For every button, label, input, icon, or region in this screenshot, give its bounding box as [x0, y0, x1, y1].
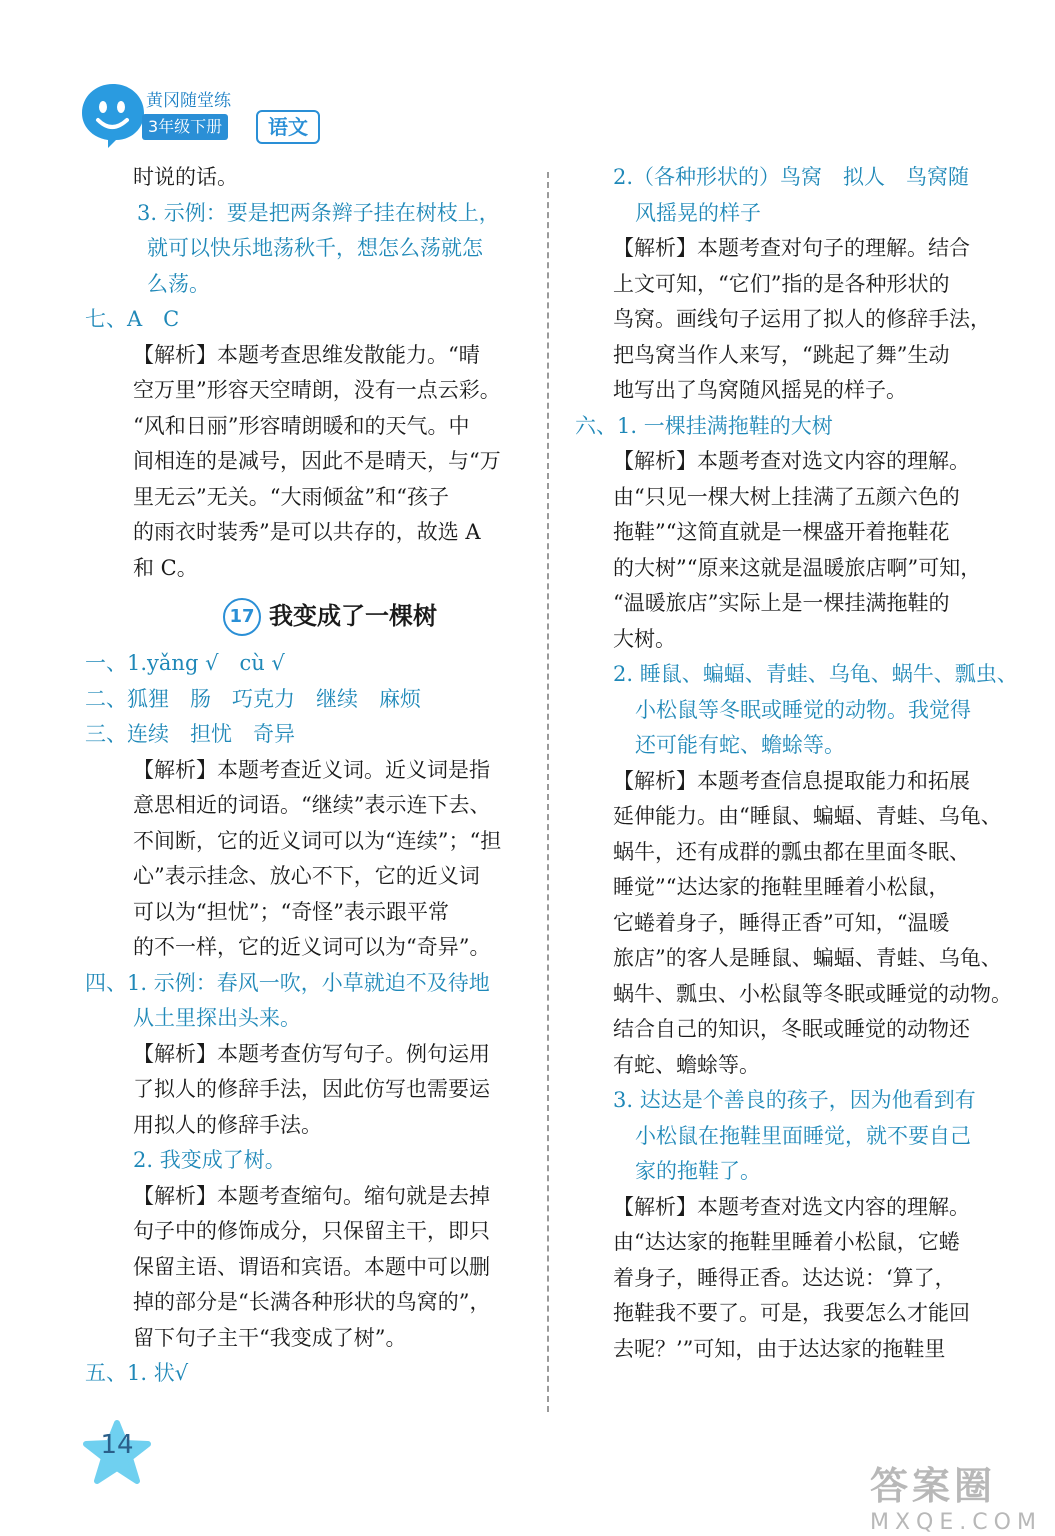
text-line: 蜗牛，还有成群的瓢虫都在里面冬眠、: [613, 839, 970, 864]
text-line: 家的拖鞋了。: [635, 1159, 761, 1183]
text-line: 【解析】本题考查仿写句子。例句运用: [133, 1041, 490, 1066]
text-line: 由“只见一棵大树上挂满了五颜六色的: [613, 484, 960, 509]
text-line: 【解析】本题考查对选文内容的理解。: [613, 1194, 970, 1219]
text-line: 睡觉”“达达家的拖鞋里睡着小松鼠，: [613, 875, 950, 899]
text-line: “风和日丽”形容晴朗暖和的天气。中: [133, 413, 470, 438]
text-line: 延伸能力。由“睡鼠、蝙蝠、青蛙、乌龟、: [613, 804, 1002, 828]
lesson-title-text: 我变成了一棵树: [269, 602, 437, 630]
brand-name: 黄冈随堂练: [146, 91, 231, 111]
text-line: “温暖旅店”实际上是一棵挂满拖鞋的: [613, 591, 950, 615]
right-answers: [575, 160, 1018, 1367]
text-line: 3. 达达是个善良的孩子，因为他看到有: [613, 1088, 976, 1112]
text-line: 着身子，睡得正香。达达说：‘算了，: [613, 1265, 956, 1290]
left-column: [85, 160, 535, 1392]
text-line: 四、1. 示例：春风一吹，小草就迫不及待地: [85, 970, 490, 995]
text-line: 了拟人的修辞手法，因此仿写也需要运: [133, 1077, 490, 1101]
lesson-title: [85, 586, 535, 646]
text-line: 小松鼠在拖鞋里面睡觉，就不要自己: [635, 1123, 971, 1148]
left-answers-part2: [85, 646, 535, 1392]
text-line: 么荡。: [147, 271, 210, 296]
text-line: 和 C。: [133, 555, 198, 580]
text-line: 大树。: [613, 626, 676, 651]
text-line: 小松鼠等冬眠或睡觉的动物。我觉得: [635, 697, 971, 722]
text-line: 掉的部分是“长满各种形状的鸟窝的”，: [133, 1290, 491, 1314]
text-line: 从土里探出头来。: [133, 1006, 301, 1030]
text-line: 鸟窝。画线句子运用了拟人的修辞手法，: [613, 307, 991, 331]
smiley-logo-icon: [78, 80, 148, 150]
text-line: 地写出了鸟窝随风摇晃的样子。: [613, 378, 907, 402]
text-line: 不间断，它的近义词可以为“连续”；“担: [133, 828, 502, 853]
text-line: 间相连的是减号，因此不是晴天，与“万: [133, 449, 501, 473]
watermark-url: MXQE.COM: [870, 1510, 1042, 1535]
text-line: 上文可知，“它们”指的是各种形状的: [613, 271, 950, 296]
text-line: 2. 睡鼠、蝙蝠、青蛙、乌龟、蜗牛、瓢虫、: [613, 662, 1018, 686]
text-line: 结合自己的知识，冬眠或睡觉的动物还: [613, 1017, 970, 1041]
text-line: 它蜷着身子，睡得正香”可知，“温暖: [613, 910, 950, 935]
text-line: 2. 我变成了树。: [133, 1148, 286, 1172]
text-line: 拖鞋”“这简直就是一棵盛开着拖鞋花: [613, 520, 950, 544]
watermark: [870, 1455, 1042, 1535]
text-line: 六、1. 一棵挂满拖鞋的大树: [575, 413, 833, 438]
text-line: 的雨衣时装秀”是可以共存的，故选 A: [133, 520, 481, 544]
text-line: 去呢？’”可知，由于达达家的拖鞋里: [613, 1336, 946, 1361]
text-line: 3. 示例：要是把两条辫子挂在树枝上，: [137, 200, 500, 225]
left-answers-part1: [85, 160, 535, 586]
text-line: 意思相近的词语。“继续”表示连下去、: [133, 793, 491, 817]
text-line: 时说的话。: [133, 165, 238, 189]
text-line: 七、A C: [85, 307, 180, 331]
text-line: 还可能有蛇、蟾蜍等。: [635, 733, 845, 757]
text-line: 三、连续 担忧 奇异: [85, 722, 295, 746]
text-line: 把鸟窝当作人来写，“跳起了舞”生动: [613, 342, 950, 367]
text-line: 一、1.yǎng √ cù √: [85, 651, 285, 675]
text-line: 心”表示挂念、放心不下，它的近义词: [133, 864, 480, 888]
right-column: [575, 160, 1018, 1367]
text-line: 【解析】本题考查思维发散能力。“晴: [133, 342, 480, 367]
page-number: 14: [100, 1430, 134, 1460]
text-line: 的大树”“原来这就是温暖旅店啊”可知，: [613, 555, 982, 580]
text-line: 保留主语、谓语和宾语。本题中可以删: [133, 1254, 490, 1279]
text-line: 【解析】本题考查近义词。近义词是指: [133, 757, 490, 782]
text-line: 二、狐狸 肠 巧克力 继续 麻烦: [85, 686, 421, 711]
watermark-title: 答案圈: [870, 1464, 997, 1508]
text-line: 的不一样，它的近义词可以为“奇异”。: [133, 935, 491, 959]
text-line: 留下句子主干“我变成了树”。: [133, 1325, 407, 1350]
book-header: [70, 78, 350, 168]
text-line: 2.（各种形状的）鸟窝 拟人 鸟窝随: [613, 165, 970, 189]
text-line: 里无云”无关。“大雨倾盆”和“孩子: [133, 484, 449, 509]
text-line: 句子中的修饰成分，只保留主干，即只: [133, 1219, 490, 1243]
text-line: 拖鞋我不要了。可是，我要怎么才能回: [613, 1301, 970, 1325]
text-line: 用拟人的修辞手法。: [133, 1112, 322, 1137]
text-line: 蜗牛、瓢虫、小松鼠等冬眠或睡觉的动物。: [613, 981, 1012, 1006]
text-line: 有蛇、蟾蜍等。: [613, 1052, 760, 1077]
text-line: 旅店”的客人是睡鼠、蝙蝠、青蛙、乌龟、: [613, 946, 1002, 970]
text-line: 由“达达家的拖鞋里睡着小松鼠，它蜷: [613, 1230, 960, 1254]
subject-label: 语文: [256, 110, 320, 144]
text-line: 【解析】本题考查缩句。缩句就是去掉: [133, 1183, 490, 1208]
text-line: 空万里”形容天空晴朗，没有一点云彩。: [133, 378, 501, 402]
text-line: 【解析】本题考查对句子的理解。结合: [613, 236, 970, 260]
text-line: 五、1. 状√: [85, 1361, 189, 1385]
text-line: 【解析】本题考查对选文内容的理解。: [613, 449, 970, 473]
grade-label: 3年级下册: [142, 114, 228, 140]
column-divider: [547, 172, 549, 1412]
text-line: 【解析】本题考查信息提取能力和拓展: [613, 768, 970, 793]
text-line: 可以为“担忧”；“奇怪”表示跟平常: [133, 899, 449, 924]
lesson-number: 17: [223, 598, 261, 636]
text-line: 就可以快乐地荡秋千，想怎么荡就怎: [147, 236, 483, 260]
text-line: 风摇晃的样子: [635, 200, 761, 225]
